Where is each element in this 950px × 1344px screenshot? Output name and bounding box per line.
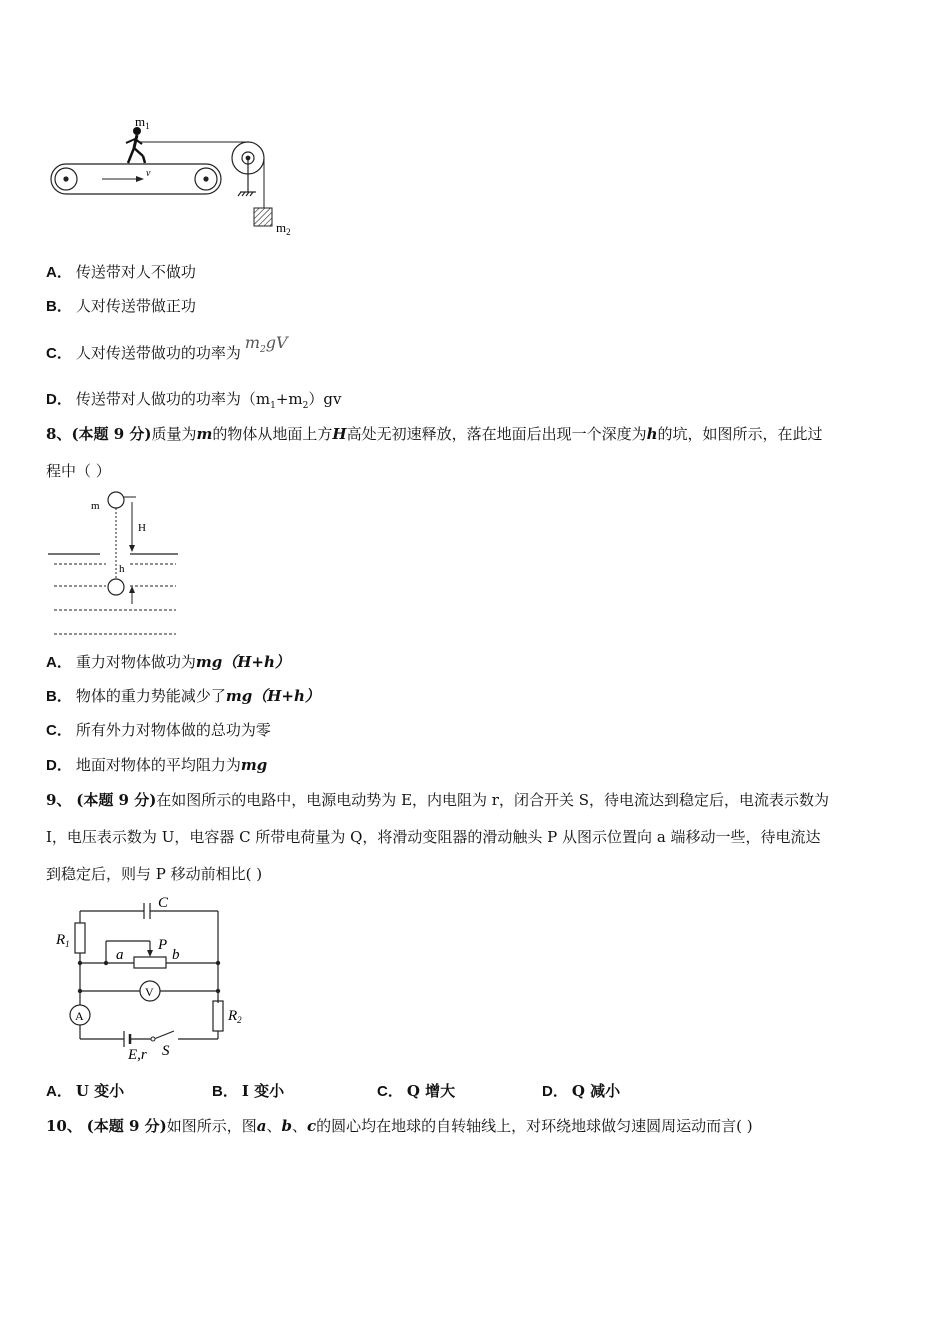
q7-option-a[interactable] bbox=[46, 261, 196, 282]
R2-label: $R_2$ bbox=[228, 1008, 242, 1025]
option-label: A． bbox=[46, 264, 72, 281]
q9-option-c[interactable] bbox=[377, 1080, 455, 1101]
option-label: C． bbox=[46, 345, 72, 362]
option-label: D． bbox=[46, 757, 72, 774]
q9-stem-line1: 9、 (本题 9 分)在如图所示的电路中，电源电动势为 E，内电阻为 r，闭合开关 S，待电流达到稳定后，电流表示数为 bbox=[46, 791, 830, 809]
pulley bbox=[232, 142, 264, 196]
q8-stem-line2: 程中（ ） bbox=[46, 462, 111, 480]
option-label: B． bbox=[46, 298, 72, 315]
A-label: A bbox=[75, 1009, 84, 1023]
option-text: Q 减小 bbox=[571, 1082, 621, 1100]
option-label: C． bbox=[377, 1083, 403, 1100]
H-label: H bbox=[138, 522, 146, 534]
q9-option-b[interactable] bbox=[212, 1080, 284, 1101]
q9-stem-line2: I，电压表示数为 U，电容器 C 所带电荷量为 Q，将滑动变阻器的滑动触头 P 从图示位置向 a 端移动一些，待电流达 bbox=[46, 828, 821, 846]
q9-stem-line3: 到稳定后，则与 P 移动前相比( ) bbox=[46, 865, 263, 883]
q8-option-d[interactable] bbox=[46, 754, 267, 775]
q7-option-c[interactable] bbox=[46, 333, 288, 365]
q8-stem-line1: 8、(本题 9 分)质量为m的物体从地面上方H高处无初速释放，落在地面后出现一个深度为h的坑，如图所示，在此过 bbox=[46, 425, 823, 443]
option-label: B． bbox=[212, 1083, 238, 1100]
option-text: 人对传送带做正功 bbox=[75, 297, 196, 315]
option-text: 重力对物体做功为 bbox=[75, 653, 196, 671]
Er-label: E,r bbox=[128, 1047, 147, 1063]
resistor-r2 bbox=[213, 1001, 223, 1031]
option-text: U 变小 bbox=[75, 1082, 125, 1100]
circuit-figure bbox=[52, 893, 262, 1065]
option-text: 人对传送带做功的功率为 bbox=[75, 344, 241, 362]
conveyor-belt-figure bbox=[40, 110, 310, 245]
q8-option-a[interactable] bbox=[46, 651, 290, 672]
option-text: Q 增大 bbox=[406, 1082, 456, 1100]
resistor-r1 bbox=[75, 923, 85, 953]
option-label: A． bbox=[46, 654, 72, 671]
q9-option-a[interactable] bbox=[46, 1080, 124, 1101]
option-label: D． bbox=[46, 391, 72, 408]
m-label: m bbox=[91, 500, 100, 512]
option-formula: mg bbox=[240, 756, 268, 774]
q10-stem: 10、 (本题 9 分)如图所示，图a、b、c的圆心均在地球的自转轴线上，对环绕地球做匀速圆周运动而言( ) bbox=[46, 1117, 753, 1135]
option-label: D． bbox=[542, 1083, 568, 1100]
P-label: P bbox=[158, 937, 168, 953]
rheostat bbox=[134, 957, 166, 968]
option-text: 物体的重力势能减少了 bbox=[75, 687, 226, 705]
m2-label: $m_2$ bbox=[276, 220, 291, 237]
rope bbox=[140, 142, 264, 208]
velocity-arrow bbox=[102, 176, 144, 182]
option-label: B． bbox=[46, 688, 72, 705]
q8-option-c[interactable] bbox=[46, 719, 271, 740]
b-label: b bbox=[172, 947, 180, 963]
option-text: 传送带对人不做功 bbox=[75, 263, 196, 281]
m2-block bbox=[254, 208, 272, 226]
option-formula: mg（H+h） bbox=[195, 653, 290, 671]
C-label: C bbox=[158, 895, 169, 911]
a-label: a bbox=[116, 947, 124, 963]
option-text: 地面对物体的平均阻力为 bbox=[75, 756, 241, 774]
switch bbox=[154, 1031, 174, 1039]
formula-m2gv: $m_2gV$ bbox=[244, 333, 288, 356]
option-text: I 变小 bbox=[241, 1082, 285, 1100]
m1-label: $m_1$ bbox=[135, 114, 150, 131]
person-icon bbox=[126, 127, 145, 163]
option-text: 传送带对人做功的功率为$(m_1+m_2)gv$ bbox=[75, 390, 342, 411]
option-label: C． bbox=[46, 722, 72, 739]
R1-label: $R_1$ bbox=[56, 932, 70, 949]
option-formula: mg（H+h） bbox=[225, 687, 320, 705]
q7-option-d[interactable] bbox=[46, 388, 341, 411]
object-top bbox=[108, 492, 124, 508]
velocity-label: v bbox=[146, 168, 151, 179]
falling-object-figure bbox=[44, 486, 184, 641]
slider-arrow bbox=[147, 950, 153, 957]
q7-option-b[interactable] bbox=[46, 295, 196, 316]
q8-option-b[interactable] bbox=[46, 685, 320, 706]
option-label: A． bbox=[46, 1083, 72, 1100]
q9-option-d[interactable] bbox=[542, 1080, 620, 1101]
S-label: S bbox=[162, 1043, 170, 1059]
option-text: 所有外力对物体做的总功为零 bbox=[75, 721, 271, 739]
object-bottom bbox=[108, 579, 124, 595]
V-label: V bbox=[145, 985, 154, 999]
h-label: h bbox=[119, 563, 125, 575]
